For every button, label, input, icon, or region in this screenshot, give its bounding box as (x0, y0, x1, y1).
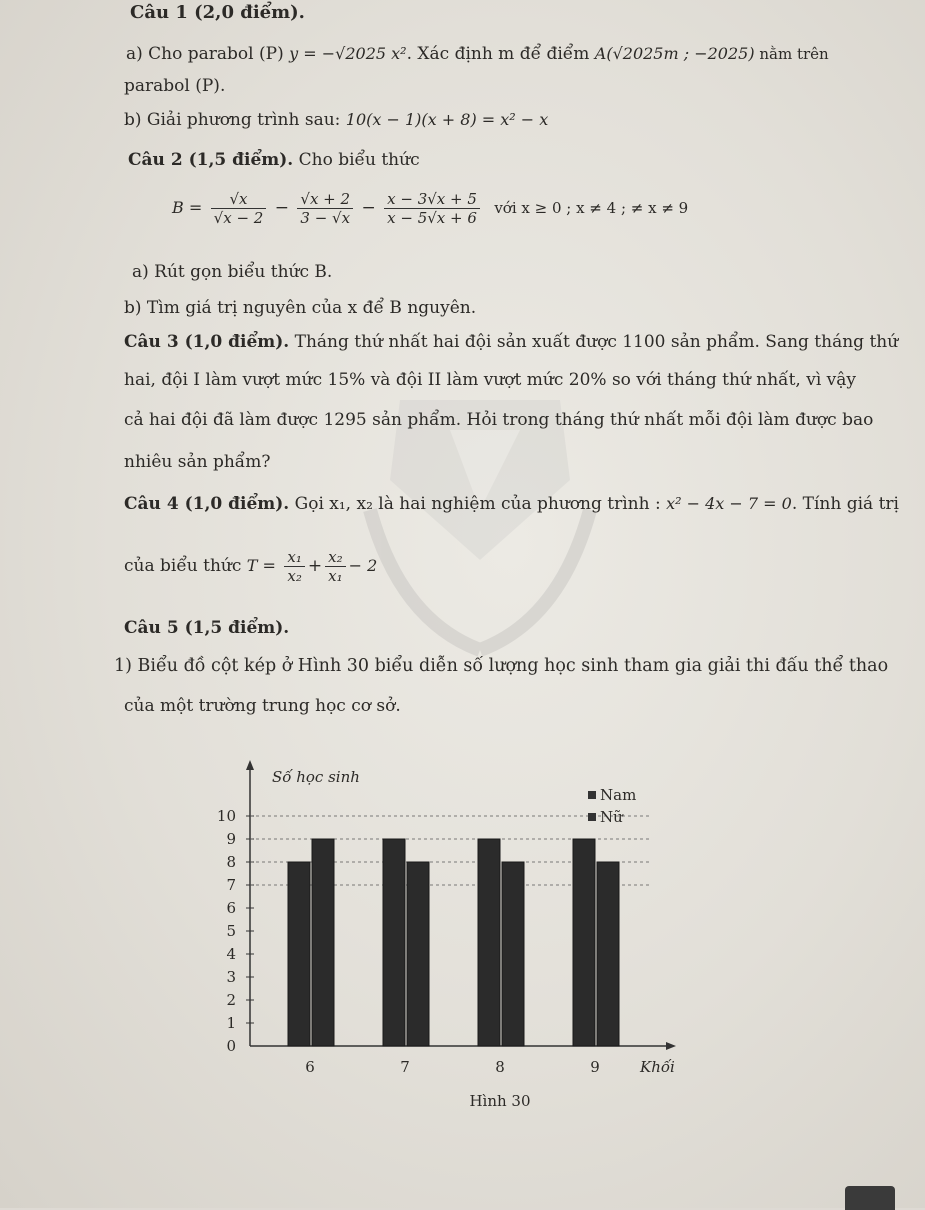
q2-heading-line (128, 150, 420, 170)
chart-caption: Hình 30 (469, 1092, 531, 1110)
q1-heading: Câu 1 (2,0 điểm). (130, 2, 305, 23)
q1-b-prefix: b) Giải phương trình sau: (124, 110, 346, 130)
q2-f2-num: √x + 2 (297, 190, 353, 209)
q5-heading: Câu 5 (1,5 điểm). (124, 618, 290, 638)
page-number-tab (845, 1186, 895, 1210)
bar-nu-khoi-9 (597, 862, 619, 1046)
x-tick-label: 8 (495, 1058, 505, 1076)
q4-fraction-1 (284, 548, 304, 585)
q5-line1: 1) Biểu đồ cột kép ở Hình 30 biểu diễn số lượng học sinh tham gia giải thi đấu thể thao (114, 656, 889, 676)
q4-line2 (124, 548, 377, 585)
q4-t-f1-den: x₂ (287, 567, 302, 585)
q2-condition: với x ≥ 0 ; x ≠ 4 ; ≠ x ≠ 9 (494, 199, 689, 217)
q4-t-lhs: T = (246, 556, 276, 575)
q1-a-formula: y = −√2025 x² (289, 44, 407, 63)
q1-a-mid: . Xác định m để điểm (406, 44, 595, 64)
q4-t-tail: − 2 (348, 556, 378, 575)
q4-text1: Gọi x₁, x₂ là hai nghiệm của phương trình : (289, 494, 667, 514)
y-tick-label: 7 (226, 876, 236, 894)
q2-op2: − (361, 198, 376, 218)
y-axis-label: Số học sinh (272, 768, 360, 786)
y-tick-label: 5 (226, 922, 236, 940)
q4-line1 (124, 494, 899, 514)
q2-part-b: b) Tìm giá trị nguyên của x để B nguyên. (124, 298, 477, 318)
y-tick-label: 6 (226, 899, 236, 917)
q2-intro: Cho biểu thức (293, 150, 420, 170)
bar-nam-khoi-6 (288, 862, 310, 1046)
q4-t-f1-num: x₁ (284, 548, 304, 567)
q3-heading: Câu 3 (1,0 điểm). (124, 332, 290, 352)
y-tick-label: 1 (226, 1014, 236, 1032)
y-tick-label: 0 (226, 1037, 236, 1055)
q3-line3: cả hai đội đã làm được 1295 sản phẩm. Hỏi trong tháng thứ nhất mỗi đội làm được bao (124, 410, 874, 430)
legend-swatch-1 (588, 813, 596, 821)
q2-op1: − (274, 198, 289, 218)
q4-line2-prefix: của biểu thức (124, 556, 247, 576)
q2-fraction-2 (297, 190, 353, 227)
q2-f2-den: 3 − √x (300, 209, 351, 227)
q1-a-suffix: nằm trên (754, 45, 829, 63)
q1-a-line2: parabol (P). (124, 76, 226, 96)
q4-text2: . Tính giá trị (791, 494, 899, 514)
y-tick-label: 3 (226, 968, 236, 986)
y-tick-label: 10 (216, 807, 236, 825)
y-axis-arrow (246, 760, 254, 770)
x-tick-label: 9 (590, 1058, 600, 1076)
y-tick-label: 4 (226, 945, 236, 963)
bar-nam-khoi-9 (573, 839, 595, 1046)
legend-label-1: Nữ (600, 808, 623, 826)
x-tick-label: 7 (400, 1058, 410, 1076)
x-axis-arrow (666, 1042, 676, 1050)
q2-f1-den: √x − 2 (213, 209, 264, 227)
q2-fraction-1 (211, 190, 267, 227)
double-bar-chart (190, 740, 690, 1110)
q4-fraction-2 (325, 548, 345, 585)
q1-part-a (126, 44, 829, 64)
q2-expression (172, 190, 688, 227)
y-tick-label: 8 (226, 853, 236, 871)
q4-heading: Câu 4 (1,0 điểm). (124, 494, 290, 514)
q4-t-f2-den: x₁ (328, 567, 343, 585)
bar-nam-khoi-8 (478, 839, 500, 1046)
q2-f3-num: x − 3√x + 5 (384, 190, 480, 209)
y-tick-label: 9 (226, 830, 236, 848)
q1-b-formula: 10(x − 1)(x + 8) = x² − x (345, 110, 549, 129)
x-axis-label: Khối (640, 1058, 675, 1076)
q4-t-f2-num: x₂ (325, 548, 345, 567)
q3-line1 (124, 332, 898, 352)
bar-nu-khoi-6 (312, 839, 334, 1046)
q1-part-b (124, 110, 548, 130)
q2-heading: Câu 2 (1,5 điểm). (128, 150, 294, 170)
q2-fraction-3 (384, 190, 480, 227)
q3-line2: hai, đội I làm vượt mức 15% và đội II làm vượt mức 20% so với tháng thứ nhất, vì vậy (124, 370, 857, 390)
q2-lhs: B = (172, 198, 203, 217)
legend-label-0: Nam (600, 786, 637, 804)
q4-equation: x² − 4x − 7 = 0 (666, 494, 792, 513)
q2-part-a: a) Rút gọn biểu thức B. (132, 262, 333, 282)
q1-a-point: A(√2025m ; −2025) (594, 44, 755, 63)
q1-a-prefix: a) Cho parabol (P) (126, 44, 290, 64)
q2-f3-den: x − 5√x + 6 (387, 209, 477, 227)
bar-nu-khoi-8 (502, 862, 524, 1046)
q2-f1-num: √x (211, 190, 267, 209)
q3-line4: nhiêu sản phẩm? (124, 452, 271, 472)
y-tick-label: 2 (226, 991, 236, 1009)
q5-line2: của một trường trung học cơ sở. (124, 696, 401, 716)
bar-nu-khoi-7 (407, 862, 429, 1046)
legend-swatch-0 (588, 791, 596, 799)
q3-text1: Tháng thứ nhất hai đội sản xuất được 1100 sản phẩm. Sang tháng thứ (289, 332, 899, 352)
x-tick-label: 6 (305, 1058, 315, 1076)
q4-t-op: + (307, 556, 323, 576)
bar-nam-khoi-7 (383, 839, 405, 1046)
